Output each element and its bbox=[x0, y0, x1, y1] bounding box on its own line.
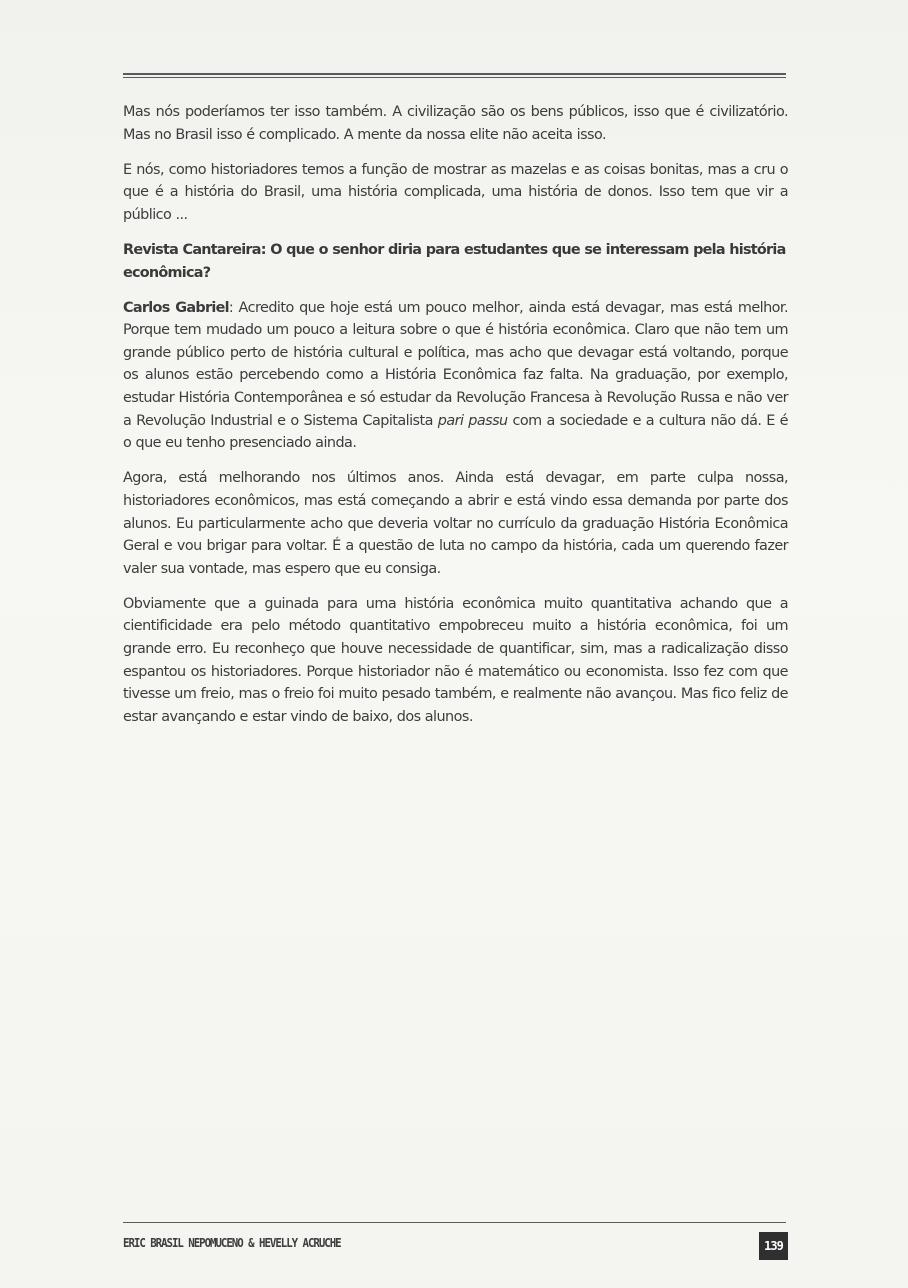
article-body bbox=[123, 101, 788, 741]
answer-text-before: : Acredito que hoje está um pouco melhor, ainda está devagar, mas está melhor. Porque tem mudado um pouco a leitura sobre o que é história econômica. Claro que não tem um grande público perto de história cultural e política, mas acho que devagar está voltando, porque os alunos estão percebendo como a História Econômica faz falta. Na graduação, por exemplo, estudar História Contemporânea e só estudar da Revolução Francesa à Revolução Russa e não ver a Revolução Industrial e o Sistema Capitalista bbox=[123, 299, 788, 429]
footer-rule bbox=[123, 1222, 786, 1223]
footer-authors: ERIC BRASIL NEPOMUCENO & HEVELLY ACRUCHE bbox=[123, 1235, 341, 1250]
page-number-badge: 139 bbox=[759, 1232, 788, 1260]
answer-text-after: com a sociedade e a cultura não dá. E é o que eu tenho presenciado ainda. bbox=[123, 412, 788, 452]
paragraph-6: Obviamente que a guinada para uma história econômica muito quantitativa achando que a cientificidade era pelo método quantitativo empobreceu muito a história econômica, foi um grande erro. Eu reconheço que houve necessidade de quantificar, sim, mas a radicalização disso espantou os historiadores. Porque historiador não é matemático ou economista. Isso fez com que tivesse um freio, mas o freio foi muito pesado também, e realmente não avançou. Mas fico feliz de estar avançando e estar vindo de baixo, dos alunos. bbox=[123, 595, 788, 725]
interview-answer bbox=[123, 297, 788, 455]
answer-italic-term: pari passu bbox=[437, 412, 508, 429]
interview-question: Revista Cantareira: O que o senhor diria para estudantes que se interessam pela história econômica? bbox=[123, 241, 786, 281]
paragraph-2: E nós, como historiadores temos a função de mostrar as mazelas e as coisas bonitas, mas a cru o que é a história do Brasil, uma história complicada, uma história de donos. Isso tem que vir a público ... bbox=[123, 161, 788, 223]
paragraph-1: Mas nós poderíamos ter isso também. A civilização são os bens públicos, isso que é civilizatório. Mas no Brasil isso é complicado. A mente da nossa elite não aceita isso. bbox=[123, 104, 788, 143]
answer-speaker: Carlos Gabriel bbox=[123, 299, 229, 316]
paragraph-5: Agora, está melhorando nos últimos anos. Ainda está devagar, em parte culpa nossa, historiadores econômicos, mas está começando a abrir e está vindo essa demanda por parte dos alunos. Eu particularmente acho que deveria voltar no currículo da graduação História Econômica Geral e vou brigar para voltar. É a questão de luta no campo da história, cada um querendo fazer valer sua vontade, mas espero que eu consiga. bbox=[123, 470, 788, 577]
header-double-rule bbox=[123, 73, 786, 75]
